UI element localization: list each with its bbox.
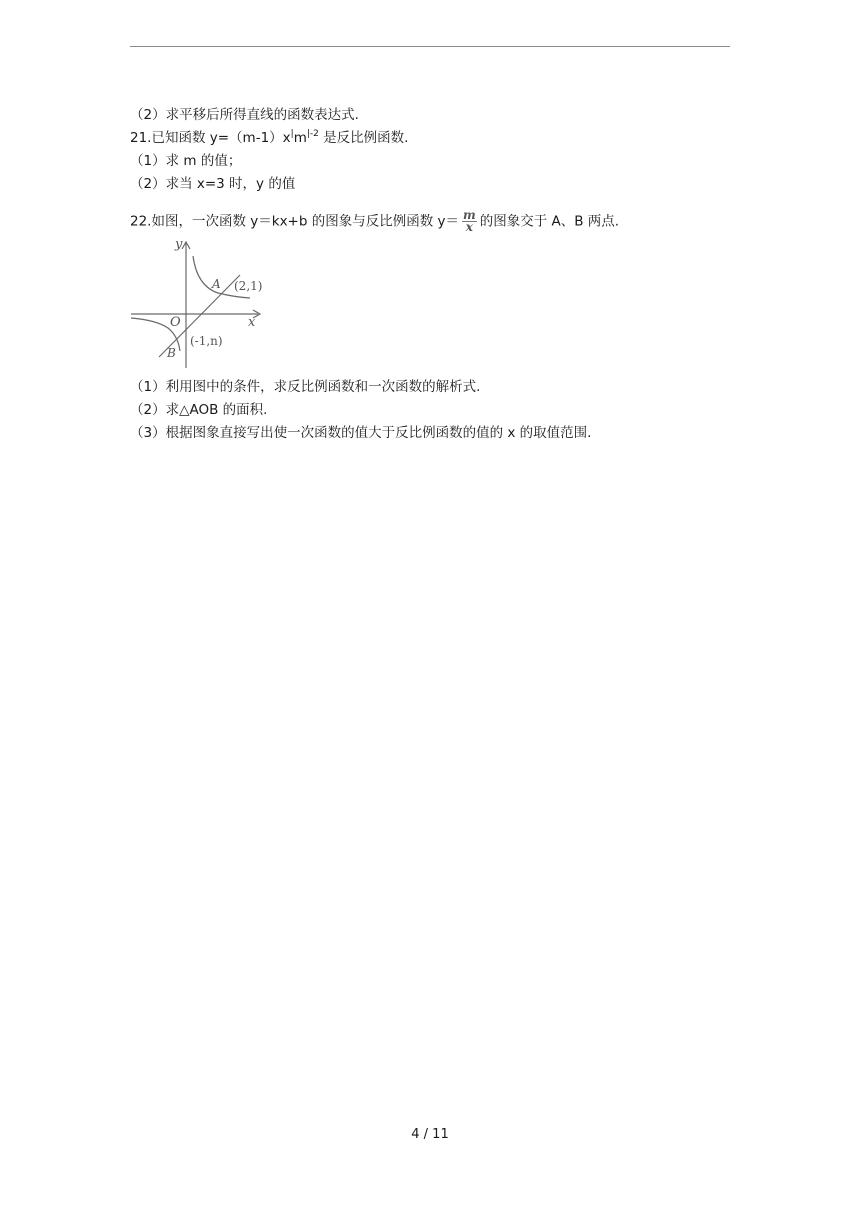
- q21-stem: [130, 129, 408, 147]
- q22-part3: （3）根据图象直接写出使一次函数的值大于反比例函数的值的 x 的取值范围.: [130, 425, 592, 441]
- header-rule: [130, 46, 730, 47]
- q22-part1: （1）利用图中的条件，求反比例函数和一次函数的解析式.: [130, 379, 481, 395]
- q21-stem-suffix: 是反比例函数.: [318, 130, 409, 146]
- point-b-label: B: [167, 346, 176, 360]
- q20-part2: （2）求平移后所得直线的函数表达式.: [130, 107, 359, 123]
- page-number: 4 / 11: [411, 1127, 449, 1142]
- q21-stem-m: m: [293, 130, 307, 146]
- q21-part2: （2）求当 x=3 时，y 的值: [130, 176, 296, 192]
- q22-stem-prefix: 22.如图，一次函数 y＝kx+b 的图象与反比例函数 y＝: [130, 213, 460, 230]
- graph-figure: [130, 238, 268, 373]
- fraction-numerator: m: [463, 208, 476, 222]
- origin-label: O: [170, 315, 181, 330]
- q21-exponent-tail: |-2: [306, 129, 319, 139]
- q22-stem: [130, 210, 619, 233]
- q21-stem-prefix: 21.已知函数 y=（m-1）x: [130, 130, 291, 146]
- fraction-m-over-x: [462, 210, 477, 233]
- fraction-denominator: x: [465, 220, 473, 234]
- point-a-coords: (2,1): [234, 279, 263, 293]
- q21-part1: （1）求 m 的值；: [130, 153, 242, 169]
- y-axis-label: y: [175, 238, 183, 252]
- q22-part2: （2）求△AOB 的面积.: [130, 402, 268, 418]
- q21-exponent: |: [290, 129, 294, 139]
- x-axis-label: x: [248, 315, 256, 330]
- point-a-label: A: [212, 277, 221, 291]
- point-b-coords: (-1,n): [190, 334, 223, 348]
- q22-stem-suffix: 的图象交于 A、B 两点.: [479, 213, 620, 230]
